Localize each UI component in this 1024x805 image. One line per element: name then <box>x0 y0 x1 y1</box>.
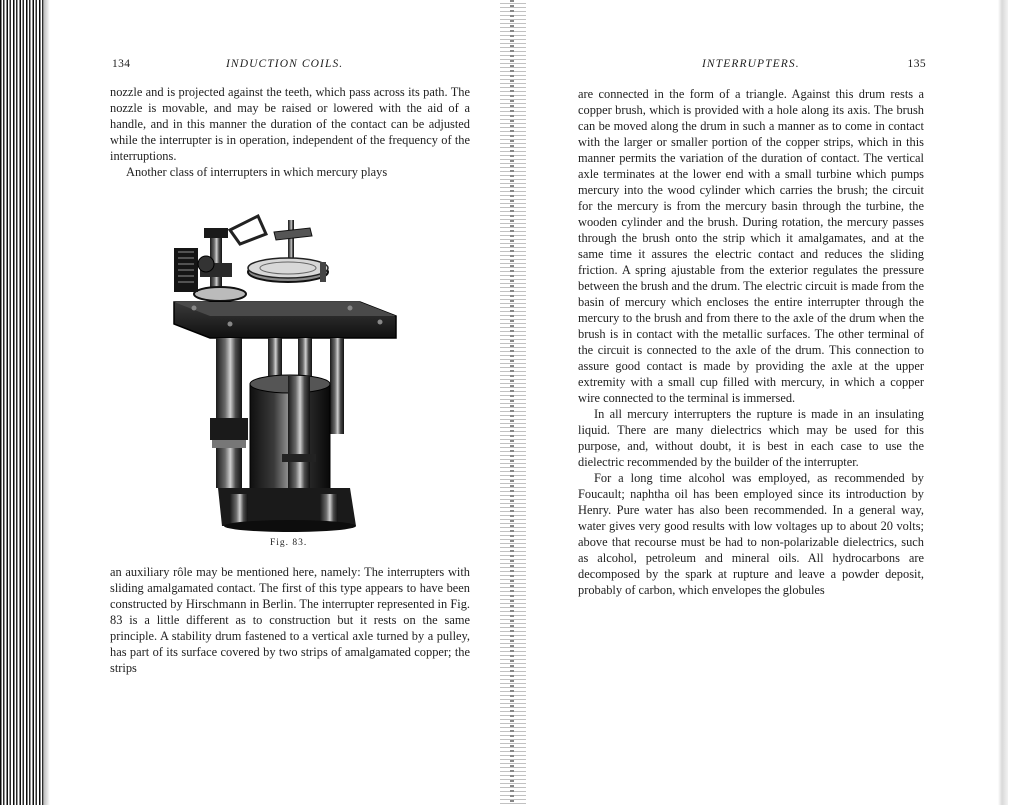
paragraph: For a long time alcohol was employed, as recommended by Foucault; naphtha oil has been employed since its introduction by Henry. Pure water has also been recommended. In a general way, water gives very good results with low voltages up to about 20 volts; above that recourse must be had to non-polarizable dielectrics, such as alcohol, petroleum and mineral oils. All hydrocarbons are decomposed by the spark at rupture and leave a powder deposit, probably of carbon, which envelopes the globules <box>578 471 924 597</box>
paragraph: are connected in the form of a triangle. Against this drum rests a copper brush, which is provided with a hole along its axis. The brush can be moved along the drum in such a manner as to come in contact with the larger or smaller portion of the copper strips, which in this manner permits the variation of the duration of contact. The vertical axle terminates at the lower end with a small turbine which pumps mercury into the wood cylinder which carries the brush; the circuit for the mercury is from the mercury basin through the turbine, the wooden cylinder and the brush. During rotation, the mercury passes through the brush onto the strip which it amalgamates, and at the same time it assures the electric contact and reduces the sliding friction. A spring ajustable from the exterior regulates the pressure between the brush and the drum. The electric circuit is made from the basin of mercury which encloses the entire interrupter through the mercury to the brush and from there to the axle of the drum when the brush is in contact with the metallic surfaces. The other terminal of the circuit is connected to the axle of the drum. This connection to assure good contact is made by providing the axle at the upper extremity with a small cup filled with mercury, in which a copper wire connected to the terminal is immersed. <box>578 87 924 405</box>
right-running-title: INTERRUPTERS. <box>702 58 800 70</box>
left-top-text <box>110 84 470 180</box>
right-page-number: 135 <box>907 58 926 70</box>
paragraph: an auxiliary rôle may be mentioned here, namely: The interrupters with sliding amalgamated contact. The first of this type appears to have been constructed by Hirschmann in Berlin. The interrupter represented in Fig. 83 is a little different as to construction but it rests on the same principle. A stability drum fastened to a vertical axle turned by a pulley, has part of its surface covered by two strips of amalgamated copper; the strips <box>110 565 470 675</box>
right-page <box>578 0 926 805</box>
left-running-title: INDUCTION COILS. <box>226 58 344 70</box>
left-running-head <box>100 58 470 74</box>
right-running-head <box>578 58 926 74</box>
paragraph: In all mercury interrupters the rupture is made in an insulating liquid. There are many dielectrics which may be used for this purpose, and, without doubt, it is best in each case to use the dielectric recommended by the builder of the interrupter. <box>578 407 924 469</box>
left-page <box>100 0 470 805</box>
interrupter-illustration <box>170 208 406 534</box>
left-bottom-text <box>110 564 470 676</box>
page-gutter <box>500 0 526 805</box>
figure-caption: Fig. 83. <box>270 538 308 548</box>
book-binding-edge <box>0 0 44 805</box>
page-edge-shadow <box>998 0 1008 805</box>
right-text <box>578 86 924 598</box>
paragraph: nozzle and is projected against the teeth, which pass across its path. The nozzle is movable, and may be raised or lowered with the aid of a handle, and in this manner the duration of the contact can be adjusted while the interrupter is in operation, independent of the frequency of the interruptions. <box>110 85 470 163</box>
paragraph: Another class of interrupters in which mercury plays <box>126 165 388 179</box>
left-page-number: 134 <box>112 58 131 70</box>
